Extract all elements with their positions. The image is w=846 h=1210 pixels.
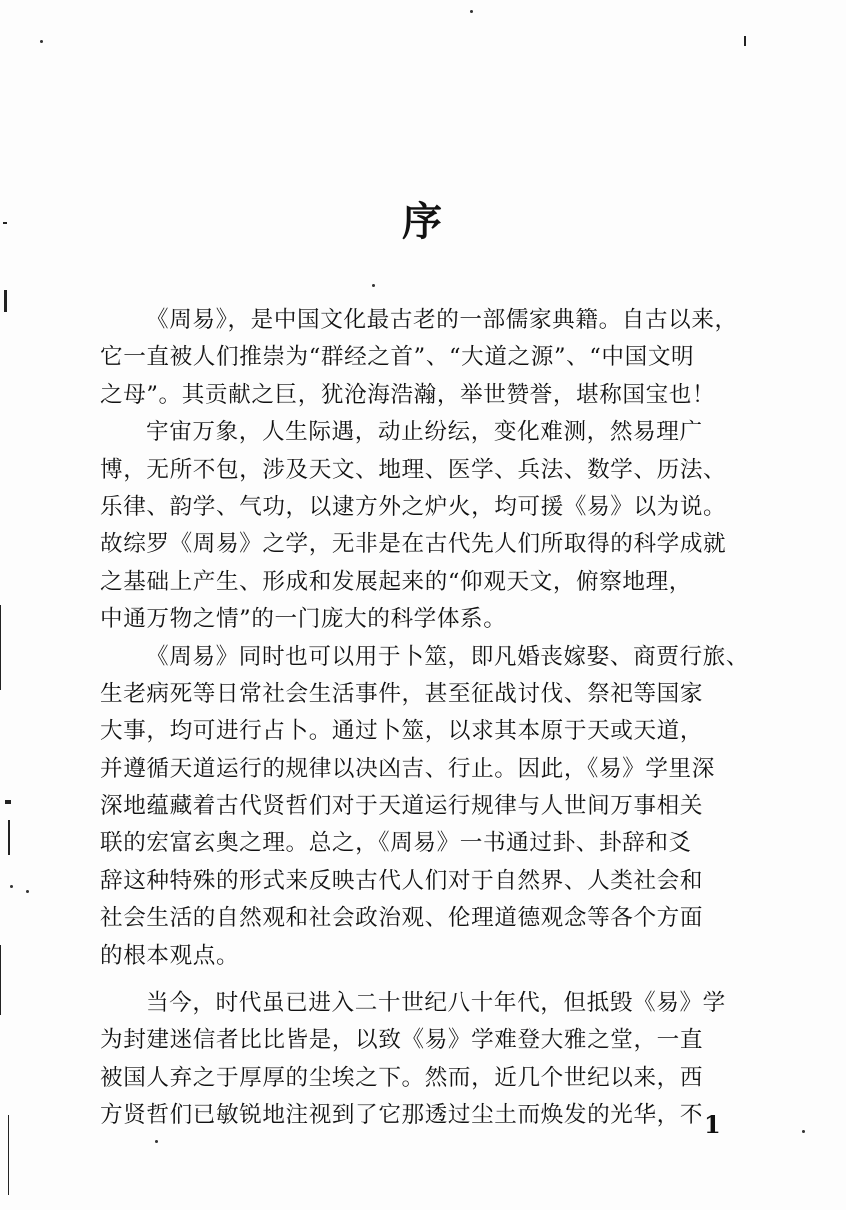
scan-mark (0, 945, 1, 1015)
text-line: 当今，时代虽已进入二十世纪八十年代，但抵毁《易》学 (146, 990, 726, 1017)
text-line: 乐律、韵学、气功，以逮方外之炉火，均可援《易》以为说。 (100, 493, 727, 520)
scan-mark (3, 222, 7, 224)
scan-mark (744, 36, 746, 46)
text-line: 《周易》同时也可以用于卜筮，即凡婚丧嫁娶、商贾行旅、 (146, 643, 750, 670)
scan-mark (4, 290, 7, 312)
text-line: 联的宏富玄奥之理。总之，《周易》一书通过卦、卦辞和爻 (100, 830, 692, 857)
scan-dot (802, 1130, 805, 1133)
scan-dot (10, 885, 13, 888)
text-line: 辞这种特殊的形式来反映古代人们对于自然界、人类社会和 (100, 867, 704, 894)
scan-mark (8, 820, 10, 855)
scan-dot (155, 1140, 158, 1143)
scan-mark (8, 1115, 9, 1195)
scan-dot (40, 40, 43, 43)
text-line: 故综罗《周易》之学，无非是在古代先人们所取得的科学成就 (100, 531, 727, 558)
text-line: 生老病死等日常社会生活事件，甚至征战讨伐、祭祀等国家 (100, 680, 704, 707)
body-text (100, 302, 748, 1135)
scan-dot (26, 890, 29, 893)
page-title: 序 (402, 198, 444, 245)
page-number: 1 (704, 1110, 721, 1139)
text-line: 之母”。其贡献之巨，犹沧海浩瀚，举世赞誉，堪称国宝也！ (100, 381, 716, 408)
text-line: 博，无所不包，涉及天文、地理、医学、兵法、数学、历法、 (100, 456, 727, 483)
text-line: 深地蕴藏着古代贤哲们对于天道运行规律与人世间万事相关 (100, 793, 704, 820)
text-line: 中通万物之情”的一门庞大的科学体系。 (100, 606, 507, 633)
text-line: 为封建迷信者比比皆是，以致《易》学难登大雅之堂，一直 (100, 1027, 704, 1054)
text-line: 方贤哲们已敏锐地注视到了它那透过尘土而焕发的光华，不 (100, 1102, 704, 1129)
text-line: 并遵循天道运行的规律以决凶吉、行止。因此，《易》学里深 (100, 755, 715, 782)
scan-mark (0, 605, 1, 690)
scan-dot (372, 284, 375, 287)
text-line: 宇宙万象，人生际遇，动止纷纭，变化难测，然易理广 (146, 419, 703, 446)
text-line: 被国人弃之于厚厚的尘埃之下。然而，近几个世纪以来，西 (100, 1064, 704, 1091)
text-line: 社会生活的自然观和社会政治观、伦理道德观念等各个方面 (100, 905, 704, 932)
text-line: 《周易》，是中国文化最古老的一部儒家典籍。自古以来， (146, 307, 738, 333)
scan-mark (5, 800, 11, 804)
text-line: 的根本观点。 (100, 942, 240, 969)
text-line: 之基础上产生、形成和发展起来的“仰观天文，俯察地理， (100, 568, 692, 595)
text-line: 它一直被人们推崇为“群经之首”、“大道之源”、“中国文明 (100, 344, 695, 371)
text-line: 大事，均可进行占卜。通过卜筮，以求其本原于天或天道， (100, 718, 704, 745)
scan-dot (470, 10, 473, 13)
